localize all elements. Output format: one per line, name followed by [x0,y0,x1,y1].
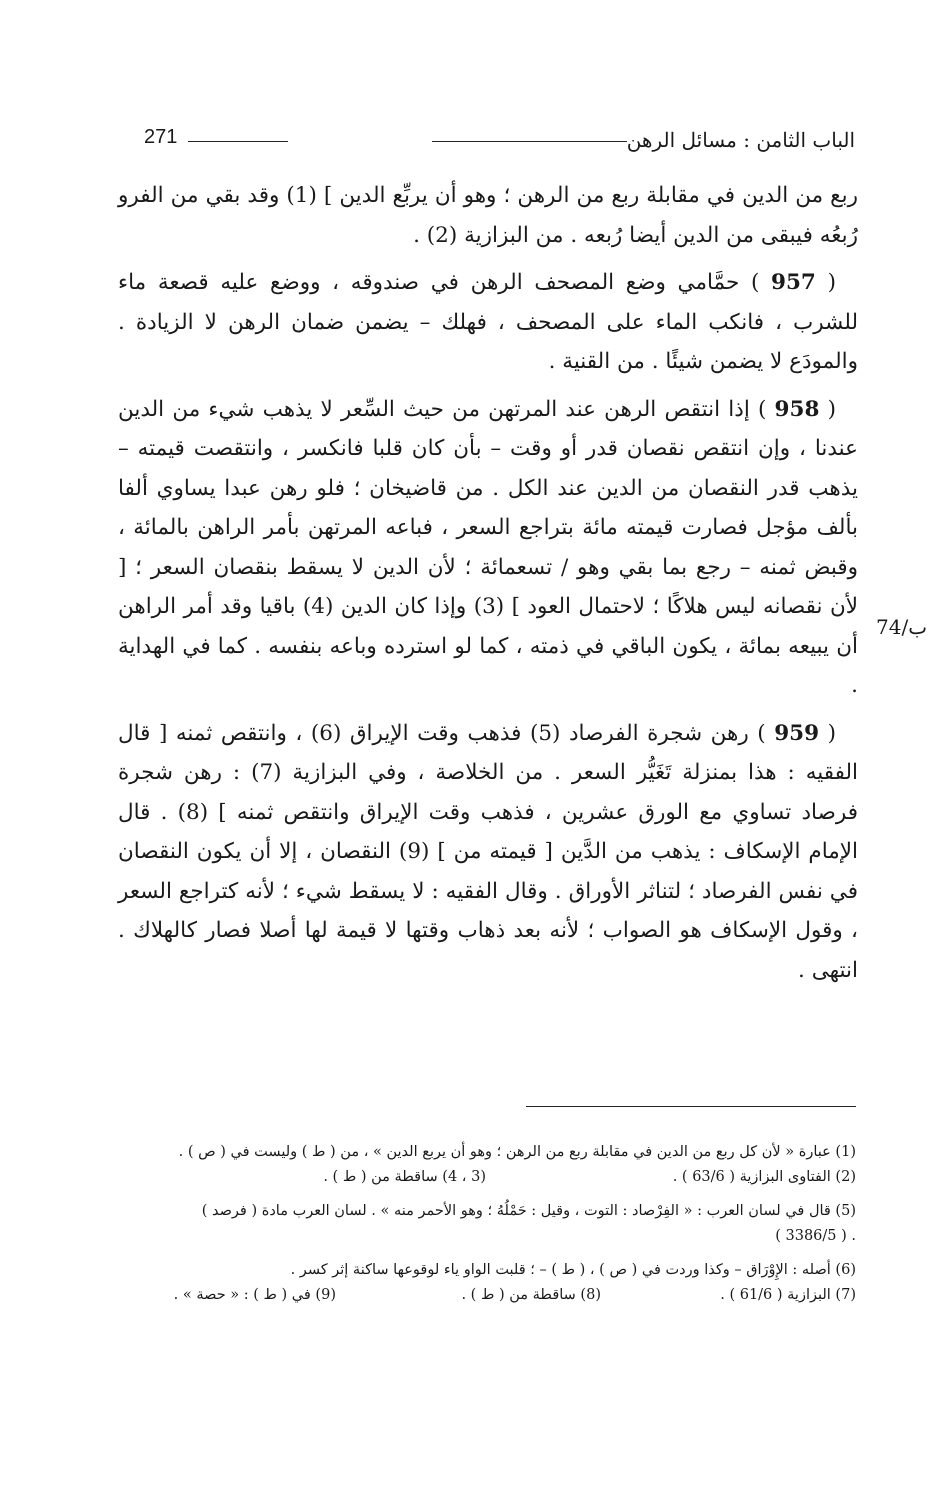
paragraph [118,176,858,255]
footnote [118,1140,856,1165]
paragraph-text: ) إذا انتقص الرهن عند المرتهن من حيث السِّعر لا يذهب شيء من الدين عندنا ، وإن انتقص نقصان قدر أو وقت – بأن كان قلبا فانكسر ، وانتقصت قيمته – يذهب قدر النقصان من الدين عند الكل . من قاضيخان ؛ فلو رهن عبدا يساوي ألفا بألف مؤجل فصارت قيمته مائة بتراجع السعر ، فباعه المرتهن بأمر الراهن بالمائة ، وقبض ثمنه – رجع بما بقي وهو / تسعمائة ؛ لأن الدين لا يسقط بنقصان السعر ؛ [ لأن نقصانه ليس هلاكًا ؛ لاحتمال العود ] (3) وإذا كان الدين (4) باقيا وقد أمر الراهن أن يبيعه بمائة ، يكون الباقي في ذمته ، كما لو استرده وباعه بنفسه . كما في الهداية . [118,396,858,698]
footnote-text: (1) عبارة « لأن كل ربع من الدين في مقابلة ربع من الرهن ؛ وهو أن يربع الدين » ، من ( ط ) وليست في ( ص ) . [178,1144,856,1160]
issue-number: 959 [774,720,820,746]
paragraph: ( 958 ) إذا انتقص الرهن عند المرتهن من حيث السِّعر لا يذهب شيء من الدين عندنا ، وإن انتقص نقصان قدر أو وقت – بأن كان قلبا فانكسر ، وانتقصت قيمته – يذهب قدر النقصان من الدين عند الكل . من قاضيخان ؛ فلو رهن عبدا يساوي ألفا بألف مؤجل فصارت قيمته مائة بتراجع السعر ، فباعه المرتهن بأمر الراهن بالمائة ، وقبض ثمنه – رجع بما بقي وهو / تسعمائة ؛ لأن الدين لا يسقط بنقصان السعر ؛ [ لأن نقصانه ليس هلاكًا ؛ لاحتمال العود ] (3) وإذا كان الدين (4) باقيا وقد أمر الراهن أن يبيعه بمائة ، يكون الباقي في ذمته ، كما لو استرده وباعه بنفسه . كما في الهداية . [118,396,858,698]
footnotes [118,1140,856,1308]
footnote-text: . ( 3386/5 ) [775,1228,856,1244]
running-header [120,124,855,164]
footnote-text: (6) أصله : الإِوْرَاق – وكذا وردت في ( ص ) ، ( ط ) – ؛ قلبت الواو ياء لوقوعها ساكنة إثر كسر . [290,1262,856,1278]
paragraph: ( 957 ) حمَّامي وضع المصحف الرهن في صندوقه ، ووضع عليه قصعة ماء للشرب ، فانكب الماء على المصحف ، فهلك – يضمن ضمان الرهن لا الزيادة . والمودَع لا يضمن شيئًا . من القنية . [118,270,858,374]
paragraph-text: ) رهن شجرة الفرصاد (5) فذهب وقت الإيراق (6) ، وانتقص ثمنه [ قال الفقيه : هذا بمنزلة تَغَيُّر السعر . من الخلاصة ، وفي البزازية (7) : رهن شجرة فرصاد تساوي مع الورق عشرين ، فذهب وقت الإيراق وانتقص ثمنه ] (8) . قال الإمام الإسكاف : يذهب من الدَّين [ قيمته من ] (9) النقصان ، إلا أن يكون النقصان في نفس الفرصاد ؛ لتناثر الأوراق . وقال الفقيه : لا يسقط شيء ؛ لأنه كتراجع السعر ، وقول الإسكاف هو الصواب ؛ لأنه بعد ذهاب وقتها لا قيمة لها أصلا فصار كالهلاك . انتهى . [118,720,859,983]
footnote-text: (5) قال في لسان العرب : « الفِرْصاد : التوت ، وقيل : حَمْلُهُ ؛ وهو الأحمر منه » . لسان العرب مادة ( فرصد ) [201,1203,856,1219]
footnote-separator [526,1106,856,1107]
paragraph-text: ربع من الدين في مقابلة ربع من الرهن ؛ وهو أن يربِّع الدين ] (1) وقد بقي من الفرو رُبعُه فيبقى من الدين أيضا رُبعه . من البزازية (2) . [118,183,858,248]
footnote-text: (3 ، 4) ساقطة من ( ط ) . [323,1169,486,1185]
page-number: 271 [144,126,178,148]
manuscript-folio-marker: 74/ب [876,615,928,639]
footnote [118,1258,856,1283]
footnote-continuation [118,1224,856,1249]
chapter-title: الباب الثامن : مسائل الرهن [626,128,855,152]
header-rule [432,141,627,142]
issue-number: 957 [771,270,816,295]
main-text [118,176,858,998]
paragraph-text: ) حمَّامي وضع المصحف الرهن في صندوقه ، ووضع عليه قصعة ماء للشرب ، فانكب الماء على المصحف ، فهلك – يضمن ضمان الرهن لا الزيادة . والمودَع لا يضمن شيئًا . من القنية . [118,270,858,374]
footnote-text: (9) في ( ط ) : « حصة » . [173,1287,336,1303]
footnote-text: (2) الفتاوى البزازية ( 63/6 ) . [672,1169,856,1185]
footnote [118,1199,856,1224]
footnote-text: (8) ساقطة من ( ط ) . [461,1287,601,1303]
footnote-text: (7) البزازية ( 61/6 ) . [720,1287,856,1303]
footnote-row [118,1283,856,1308]
paragraph: ( 959 ) رهن شجرة الفرصاد (5) فذهب وقت الإيراق (6) ، وانتقص ثمنه [ قال الفقيه : هذا بمنزلة تَغَيُّر السعر . من الخلاصة ، وفي البزازية (7) : رهن شجرة فرصاد تساوي مع الورق عشرين ، فذهب وقت الإيراق وانتقص ثمنه ] (8) . قال الإمام الإسكاف : يذهب من الدَّين [ قيمته من ] (9) النقصان ، إلا أن يكون النقصان في نفس الفرصاد ؛ لتناثر الأوراق . وقال الفقيه : لا يسقط شيء ؛ لأنه كتراجع السعر ، وقول الإسكاف هو الصواب ؛ لأنه بعد ذهاب وقتها لا قيمة لها أصلا فصار كالهلاك . انتهى . [118,720,859,983]
footnote-row [118,1165,856,1190]
issue-number: 958 [774,396,820,422]
header-rule [188,141,288,142]
